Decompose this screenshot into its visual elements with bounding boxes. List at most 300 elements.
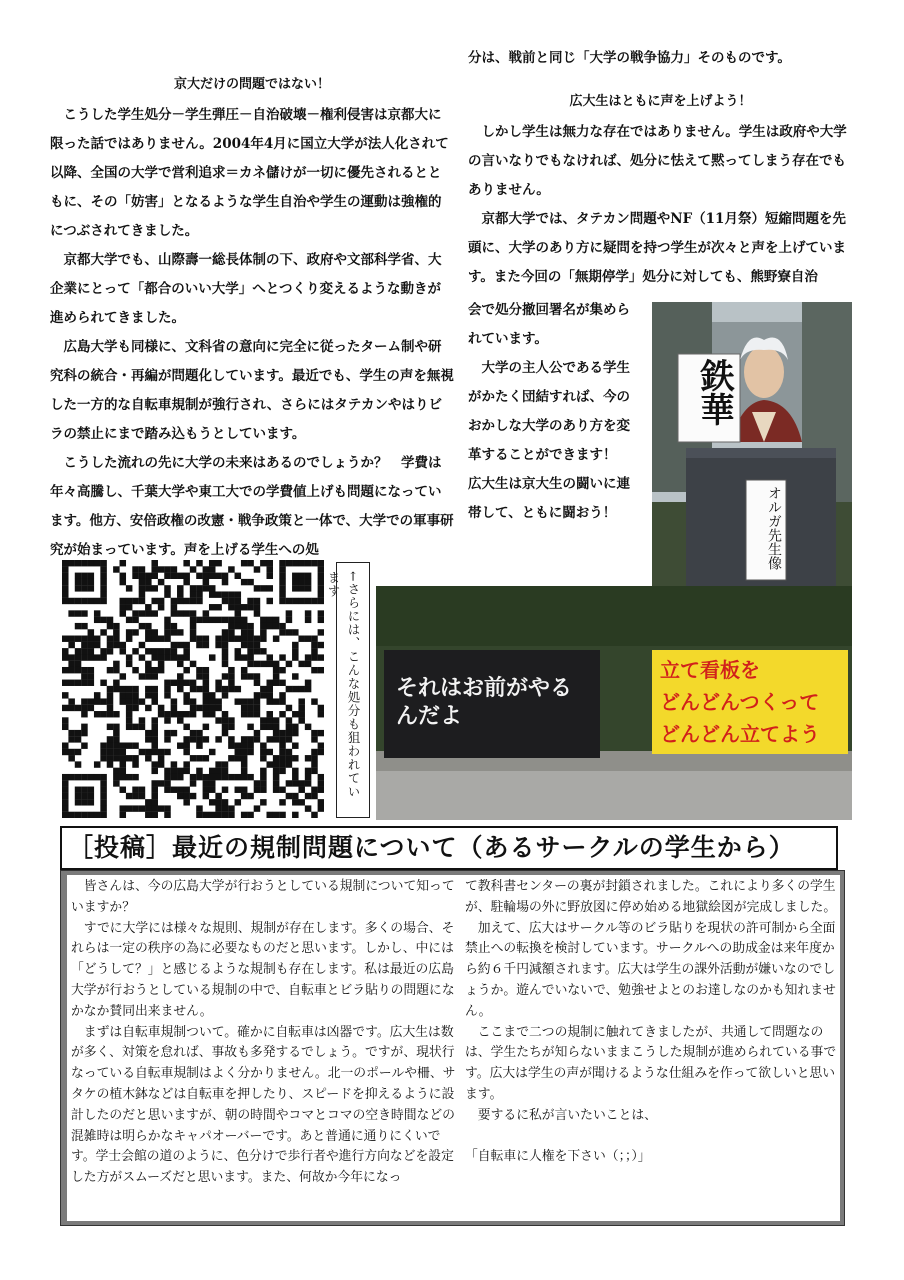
qr-module <box>298 560 305 566</box>
qr-module <box>107 617 114 623</box>
qr-module <box>260 724 267 730</box>
qr-module <box>292 579 299 585</box>
qr-module <box>254 610 261 616</box>
qr-module <box>100 793 107 799</box>
qr-module <box>151 692 158 698</box>
qr-module <box>209 799 216 805</box>
qr-module <box>94 774 101 780</box>
qr-module <box>126 585 133 591</box>
qr-module <box>151 736 158 742</box>
qr-module <box>183 711 190 717</box>
qr-module <box>164 566 171 572</box>
qr-module <box>286 724 293 730</box>
qr-module <box>62 566 69 572</box>
qr-module <box>286 761 293 767</box>
qr-module <box>68 736 75 742</box>
qr-module <box>177 673 184 679</box>
qr-module <box>75 661 82 667</box>
qr-module <box>247 629 254 635</box>
qr-module <box>247 812 254 818</box>
qr-module <box>145 667 152 673</box>
qr-module <box>62 799 69 805</box>
qr-module <box>203 705 210 711</box>
qr-module <box>81 560 88 566</box>
qr-module <box>228 623 235 629</box>
paragraph: しかし学生は無力な存在ではありません。学生は政府や大学の言いなりでもなければ、処分に怯えて黙ってしまう存在でもありません。 <box>468 124 847 198</box>
qr-module <box>260 742 267 748</box>
qr-module <box>305 774 312 780</box>
qr-module <box>183 787 190 793</box>
qr-module <box>68 661 75 667</box>
qr-module <box>241 711 248 717</box>
qr-module <box>305 661 312 667</box>
qr-module <box>139 598 146 604</box>
qr-module <box>88 648 95 654</box>
qr-module <box>241 793 248 799</box>
qr-module <box>260 692 267 698</box>
qr-module <box>62 742 69 748</box>
qr-module <box>260 617 267 623</box>
qr-module <box>279 591 286 597</box>
qr-module <box>100 654 107 660</box>
qr-module <box>196 768 203 774</box>
qr-module <box>196 560 203 566</box>
qr-module <box>139 610 146 616</box>
qr-module <box>273 617 280 623</box>
qr-module <box>215 805 222 811</box>
qr-module <box>222 774 229 780</box>
qr-module <box>183 749 190 755</box>
qr-module <box>145 755 152 761</box>
qr-module <box>318 742 324 748</box>
qr-module <box>88 799 95 805</box>
qr-module <box>190 730 197 736</box>
qr-module <box>171 642 178 648</box>
qr-module <box>113 774 120 780</box>
qr-module <box>68 636 75 642</box>
qr-module <box>318 629 324 635</box>
qr-module <box>215 774 222 780</box>
qr-module <box>62 793 69 799</box>
qr-module <box>196 667 203 673</box>
qr-module <box>318 787 324 793</box>
qr-module <box>235 648 242 654</box>
qr-module <box>254 598 261 604</box>
qr-module <box>177 642 184 648</box>
qr-module <box>75 787 82 793</box>
qr-module <box>120 598 127 604</box>
qr-module <box>158 667 165 673</box>
qr-module <box>164 585 171 591</box>
qr-module <box>286 780 293 786</box>
qr-module <box>75 730 82 736</box>
section-heading-kyoto: 京大だけの問題ではない！ <box>173 77 330 92</box>
qr-module <box>298 573 305 579</box>
qr-module <box>81 812 88 818</box>
qr-module <box>126 742 133 748</box>
qr-module <box>120 755 127 761</box>
qr-module <box>158 654 165 660</box>
qr-module <box>75 812 82 818</box>
qr-module <box>126 698 133 704</box>
qr-module <box>139 787 146 793</box>
qr-module <box>318 799 324 805</box>
qr-module <box>203 736 210 742</box>
qr-module <box>279 566 286 572</box>
qr-module <box>145 585 152 591</box>
qr-module <box>298 598 305 604</box>
qr-module <box>139 642 146 648</box>
qr-module <box>241 617 248 623</box>
qr-module <box>75 610 82 616</box>
qr-module <box>94 617 101 623</box>
qr-module <box>273 623 280 629</box>
qr-module <box>183 654 190 660</box>
qr-module <box>305 768 312 774</box>
qr-module <box>171 761 178 767</box>
qr-module <box>177 686 184 692</box>
qr-module <box>279 742 286 748</box>
qr-module <box>113 680 120 686</box>
qr-module <box>132 793 139 799</box>
qr-module <box>145 623 152 629</box>
qr-module <box>209 573 216 579</box>
qr-module <box>292 673 299 679</box>
qr-module <box>139 573 146 579</box>
qr-module <box>311 736 318 742</box>
qr-module <box>120 787 127 793</box>
qr-module <box>145 610 152 616</box>
qr-module <box>254 680 261 686</box>
qr-module <box>292 648 299 654</box>
qr-module <box>209 566 216 572</box>
qr-module <box>183 736 190 742</box>
qr-module <box>247 648 254 654</box>
qr-module <box>171 768 178 774</box>
qr-module <box>107 724 114 730</box>
qr-module <box>241 736 248 742</box>
qr-module <box>254 780 261 786</box>
post-heading: ［投稿］最近の規制問題について（あるサークルの学生から） <box>60 826 838 870</box>
qr-module <box>235 787 242 793</box>
qr-module <box>151 673 158 679</box>
paragraph: 京都大学では、タテカン問題やNF（11月祭）短縮問題を先頭に、大学のあり方に疑問を持つ学生が次々と声を上げています。また今回の「無期停学」処分に対しても、熊野寮自治 <box>468 211 846 285</box>
qr-module <box>151 812 158 818</box>
qr-module <box>203 812 210 818</box>
qr-module <box>305 680 312 686</box>
qr-module <box>132 667 139 673</box>
qr-module <box>107 636 114 642</box>
qr-module <box>266 566 273 572</box>
qr-module <box>241 742 248 748</box>
qr-module <box>266 617 273 623</box>
qr-module <box>88 812 95 818</box>
qr-module <box>209 585 216 591</box>
qr-module <box>228 598 235 604</box>
qr-module <box>266 717 273 723</box>
qr-module <box>273 787 280 793</box>
qr-module <box>273 761 280 767</box>
qr-module <box>158 711 165 717</box>
qr-module <box>62 648 69 654</box>
qr-module <box>100 774 107 780</box>
qr-module <box>183 793 190 799</box>
qr-module <box>222 768 229 774</box>
qr-module <box>151 749 158 755</box>
qr-module <box>100 566 107 572</box>
qr-module <box>94 761 101 767</box>
qr-module <box>62 654 69 660</box>
qr-module <box>100 585 107 591</box>
qr-module <box>260 749 267 755</box>
qr-module <box>305 560 312 566</box>
qr-module <box>151 636 158 642</box>
qr-module <box>298 711 305 717</box>
qr-module <box>151 799 158 805</box>
qr-module <box>286 598 293 604</box>
qr-module <box>266 749 273 755</box>
banners-photo <box>376 586 852 820</box>
qr-module <box>88 673 95 679</box>
qr-code-icon[interactable] <box>62 560 324 818</box>
qr-module <box>222 579 229 585</box>
qr-module <box>203 724 210 730</box>
qr-module <box>203 642 210 648</box>
qr-module <box>62 579 69 585</box>
qr-module <box>292 755 299 761</box>
qr-module <box>81 654 88 660</box>
qr-module <box>107 736 114 742</box>
qr-module <box>222 805 229 811</box>
qr-module <box>190 591 197 597</box>
continuation-line: 分は、戦前と同じ「大学の戦争協力」そのものです。 <box>468 50 791 66</box>
qr-module <box>113 711 120 717</box>
qr-module <box>68 730 75 736</box>
qr-module <box>126 654 133 660</box>
qr-module <box>215 591 222 597</box>
qr-module <box>183 642 190 648</box>
qr-module <box>151 667 158 673</box>
qr-module <box>62 812 69 818</box>
qr-module <box>100 598 107 604</box>
qr-module <box>164 730 171 736</box>
qr-module <box>260 799 267 805</box>
qr-module <box>228 667 235 673</box>
qr-module <box>190 793 197 799</box>
qr-module <box>100 787 107 793</box>
qr-module <box>266 585 273 591</box>
qr-module <box>241 673 248 679</box>
qr-module <box>132 686 139 692</box>
qr-module <box>196 617 203 623</box>
qr-module <box>139 673 146 679</box>
qr-module <box>311 812 318 818</box>
qr-module <box>132 598 139 604</box>
qr-module <box>94 711 101 717</box>
qr-module <box>311 698 318 704</box>
qr-module <box>132 774 139 780</box>
qr-module <box>273 774 280 780</box>
qr-module <box>183 648 190 654</box>
qr-module <box>260 774 267 780</box>
qr-module <box>228 736 235 742</box>
qr-module <box>260 768 267 774</box>
qr-module <box>62 573 69 579</box>
post-box <box>60 870 845 1226</box>
qr-module <box>132 573 139 579</box>
qr-module <box>318 560 324 566</box>
qr-module <box>139 724 146 730</box>
qr-module <box>107 742 114 748</box>
qr-module <box>286 749 293 755</box>
qr-module <box>113 730 120 736</box>
qr-module <box>183 724 190 730</box>
qr-module <box>151 805 158 811</box>
qr-module <box>139 566 146 572</box>
qr-module <box>139 591 146 597</box>
qr-module <box>183 698 190 704</box>
yellow-banner <box>660 654 844 750</box>
qr-module <box>292 774 299 780</box>
qr-module <box>177 661 184 667</box>
qr-module <box>177 793 184 799</box>
qr-module <box>190 598 197 604</box>
qr-module <box>298 780 305 786</box>
qr-module <box>235 654 242 660</box>
qr-module <box>164 749 171 755</box>
qr-module <box>177 742 184 748</box>
qr-module <box>311 648 318 654</box>
qr-module <box>132 755 139 761</box>
qr-module <box>305 636 312 642</box>
qr-module <box>235 749 242 755</box>
qr-module <box>215 768 222 774</box>
qr-module <box>158 579 165 585</box>
qr-module <box>292 573 299 579</box>
qr-module <box>164 774 171 780</box>
qr-module <box>235 799 242 805</box>
qr-module <box>318 654 324 660</box>
statue-plaque: オルガ先生像 <box>766 486 782 570</box>
qr-module <box>273 724 280 730</box>
qr-module <box>81 711 88 717</box>
qr-module <box>132 629 139 635</box>
qr-module <box>260 755 267 761</box>
qr-module <box>145 573 152 579</box>
qr-module <box>171 610 178 616</box>
paragraph: こうした学生処分－学生弾圧－自治破壊－権利侵害は京都大に限った話ではありません。2004年4月に国立大学が法人化されて以降、全国の大学で営利追求＝カネ儲けが一切に優先されるとともに、その「妨害」となるような学生自治や学生の運動は強権的につぶされてきました。 <box>50 107 449 239</box>
qr-module <box>222 692 229 698</box>
qr-module <box>279 680 286 686</box>
qr-module <box>94 654 101 660</box>
qr-module <box>247 749 254 755</box>
qr-module <box>228 680 235 686</box>
qr-module <box>254 661 261 667</box>
qr-module <box>158 661 165 667</box>
qr-module <box>203 755 210 761</box>
qr-module <box>298 698 305 704</box>
qr-module <box>292 768 299 774</box>
qr-module <box>120 579 127 585</box>
qr-module <box>260 648 267 654</box>
qr-module <box>209 654 216 660</box>
qr-module <box>311 730 318 736</box>
qr-module <box>279 585 286 591</box>
qr-module <box>132 742 139 748</box>
qr-module <box>164 636 171 642</box>
qr-module <box>62 560 69 566</box>
qr-module <box>75 667 82 673</box>
qr-module <box>273 698 280 704</box>
qr-module <box>203 793 210 799</box>
qr-module <box>88 705 95 711</box>
qr-module <box>266 698 273 704</box>
qr-module <box>183 799 190 805</box>
qr-module <box>107 692 114 698</box>
qr-module <box>235 686 242 692</box>
qr-module <box>100 591 107 597</box>
qr-module <box>158 648 165 654</box>
qr-module <box>292 812 299 818</box>
qr-module <box>228 724 235 730</box>
qr-module <box>120 761 127 767</box>
qr-module <box>126 717 133 723</box>
qr-module <box>81 698 88 704</box>
qr-module <box>113 661 120 667</box>
qr-module <box>273 730 280 736</box>
qr-module <box>120 604 127 610</box>
qr-module <box>81 610 88 616</box>
qr-module <box>88 667 95 673</box>
qr-module <box>164 768 171 774</box>
qr-module <box>120 692 127 698</box>
qr-module <box>120 749 127 755</box>
qr-module <box>120 768 127 774</box>
qr-module <box>151 787 158 793</box>
qr-module <box>171 711 178 717</box>
qr-module <box>139 623 146 629</box>
qr-module <box>247 604 254 610</box>
qr-module <box>75 560 82 566</box>
qr-module <box>235 623 242 629</box>
statue-photo <box>652 302 852 624</box>
qr-module <box>286 730 293 736</box>
qr-module <box>241 629 248 635</box>
qr-module <box>254 730 261 736</box>
qr-module <box>183 579 190 585</box>
qr-module <box>177 591 184 597</box>
qr-module <box>126 724 133 730</box>
qr-module <box>94 610 101 616</box>
qr-module <box>158 755 165 761</box>
qr-module <box>120 648 127 654</box>
qr-module <box>279 736 286 742</box>
qr-module <box>120 742 127 748</box>
qr-module <box>164 680 171 686</box>
qr-module <box>254 787 261 793</box>
qr-module <box>222 673 229 679</box>
qr-module <box>94 812 101 818</box>
qr-module <box>286 736 293 742</box>
qr-module <box>126 711 133 717</box>
qr-module <box>126 793 133 799</box>
qr-module <box>235 636 242 642</box>
qr-module <box>311 636 318 642</box>
text-line: れています。 <box>468 331 548 347</box>
qr-module <box>222 573 229 579</box>
qr-module <box>62 636 69 642</box>
qr-module <box>113 629 120 635</box>
